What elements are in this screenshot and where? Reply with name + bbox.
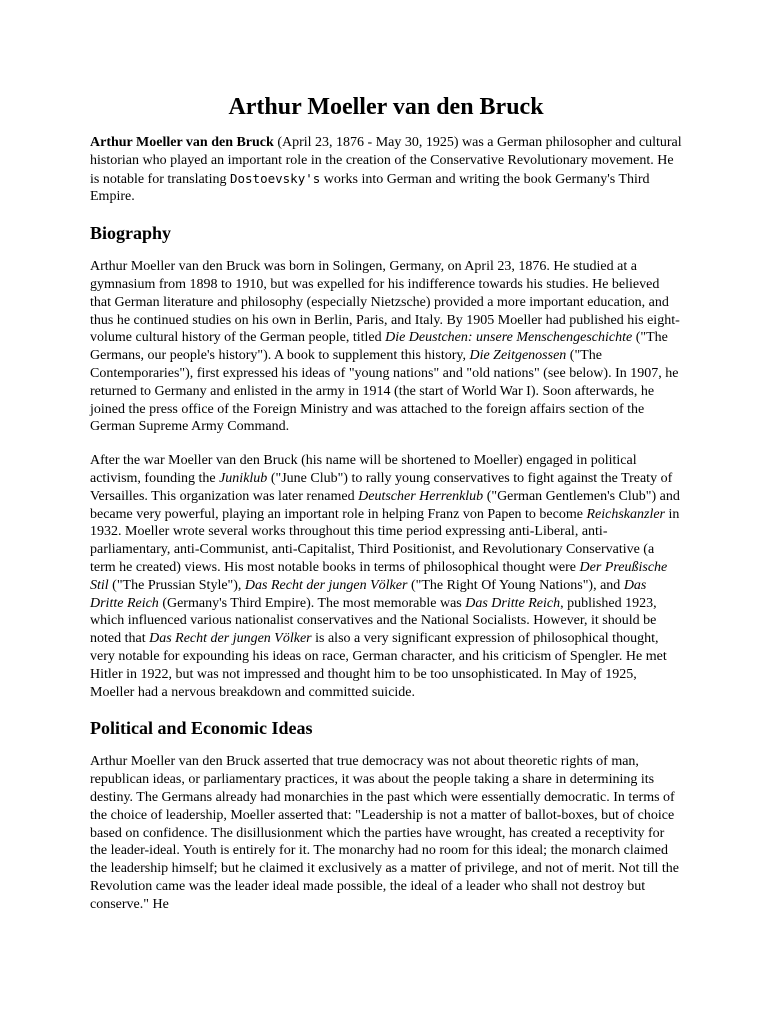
bio1-text-3: ("The Contemporaries"), first expressed his ideas of "young nations" and "old nations" (see below). In 1907, he returned to Germany and enlisted in the army in 1914 (the start of World War I). Soon afterwards, he joined the press office of the Foreign Ministry and was attached to the foreign affairs section of the German Supreme Army Command. (90, 348, 679, 435)
bio1-text-2: ("The Germans, our people's history"). A book to supplement this history, (90, 330, 668, 364)
bio2-title-preussische-stil: Der Preußische Stil (90, 559, 668, 593)
bio2-text-2: ("June Club") to rally young conservatives to fight against the Treaty of Versailles. This organization was later renamed (90, 470, 673, 504)
bio1-title-die-deutschen: Die Deustchen: unsere Menschengeschichte (385, 330, 633, 346)
bio2-text-6: ("The Right Of Young Nations"), and (407, 577, 624, 593)
intro-paragraph (90, 134, 682, 206)
intro-text-2: works into German and writing the book Germany's Third Empire. (90, 171, 650, 205)
bio2-title-recht-der-jungen-volker: Das Recht der jungen Völker (244, 577, 408, 593)
bio2-text-1: After the war Moeller van den Bruck (his name will be shortened to Moeller) engaged in political activism, founding the (90, 453, 637, 486)
bio2-title-reichskanzler: Reichskanzler (586, 506, 665, 522)
bio2-text-9: is also a very significant expression of philosophical thought, very notable for expounding his ideas on race, German character, and his criticism of Spengler. He met Hitler in 1922, but was not impressed and thought him to be too unsophisticated. In May of 1925, Moeller had a nervous breakdown and committed suicide. (90, 631, 667, 700)
bio2-title-herrenklub: Deutscher Herrenklub (358, 488, 484, 504)
intro-text-1: (April 23, 1876 - May 30, 1925) was a German philosopher and cultural historian who played an important role in the creation of the Conservative Revolutionary movement. He is notable for translating (90, 135, 682, 187)
political-paragraph-1: Arthur Moeller van den Bruck asserted that true democracy was not about theoretic rights of man, republican ideas, or parliamentary practices, it was about the people taking a share in determining its destiny. The Germans already had monarchies in the past which were essentially democratic. In terms of the choice of leadership, Moeller asserted that: "Leadership is not a matter of ballot-boxes, but of choice based on confidence. The disillusionment which the parties have wrought, has created a receptivity for the leader-ideal. Youth is entirely for it. The monarchy had no room for this ideal; the monarch claimed the leadership himself; but he claimed it exclusively as a matter of privilege, and not of merit. Not till the Revolution came was the leader ideal made possible, the ideal of a leader who shall not destroy but conserve." He (90, 754, 679, 912)
bio2-text-7: (Germany's Third Empire). The most memorable was (158, 595, 466, 611)
biography-paragraph-1 (90, 258, 682, 436)
biography-heading: Biography (90, 223, 172, 244)
bio1-title-die-zeitgenossen: Die Zeitgenossen (469, 348, 567, 364)
subject-name: Arthur Moeller van den Bruck (90, 135, 274, 150)
biography-paragraph-2 (90, 452, 682, 701)
bio1-text-1: Arthur Moeller van den Bruck was born in Solingen, Germany, on April 23, 1876. He studied at a gymnasium from 1898 to 1910, but was expelled for his indifference towards his studies. He believed that German literature and philosophy (especially Nietzsche) provided a more important education, and thus he continued studies on his own in Berlin, Paris, and Italy. By 1905 Moeller had published his eight-volume cultural history of the German people, titled (90, 259, 680, 346)
bio2-title-dritte-reich-2: Das Dritte Reich (465, 595, 561, 611)
bio2-text-4: in 1932. Moeller wrote several works throughout this time period expressing anti-Liberal, anti-parliamentary, anti-Communist, anti-Capitalist, Third Positionist, and Revolutionary Conservative (a term he created) views. His most notable books in terms of philosophical thought were (90, 506, 680, 575)
political-ideas-heading: Political and Economic Ideas (90, 718, 313, 739)
page-title: Arthur Moeller van den Bruck (228, 94, 544, 120)
document-page (90, 92, 682, 929)
bio2-text-8: , published 1923, which influenced various nationalist conservatives and the National Socialists. However, it should be noted that (90, 595, 657, 647)
bio2-title-juniklub: Juniklub (219, 470, 268, 486)
bio2-title-recht-der-jungen-volker-2: Das Recht der jungen Völker (149, 631, 312, 647)
bio2-text-5: ("The Prussian Style"), (108, 577, 245, 593)
bio2-text-3: ("German Gentlemen's Club") and became very powerful, playing an important role in helping Franz von Papen to become (90, 488, 680, 522)
bio2-title-dritte-reich: Das Dritte Reich (90, 577, 647, 611)
dostoevsky-link: Dostoevsky's (229, 170, 321, 186)
